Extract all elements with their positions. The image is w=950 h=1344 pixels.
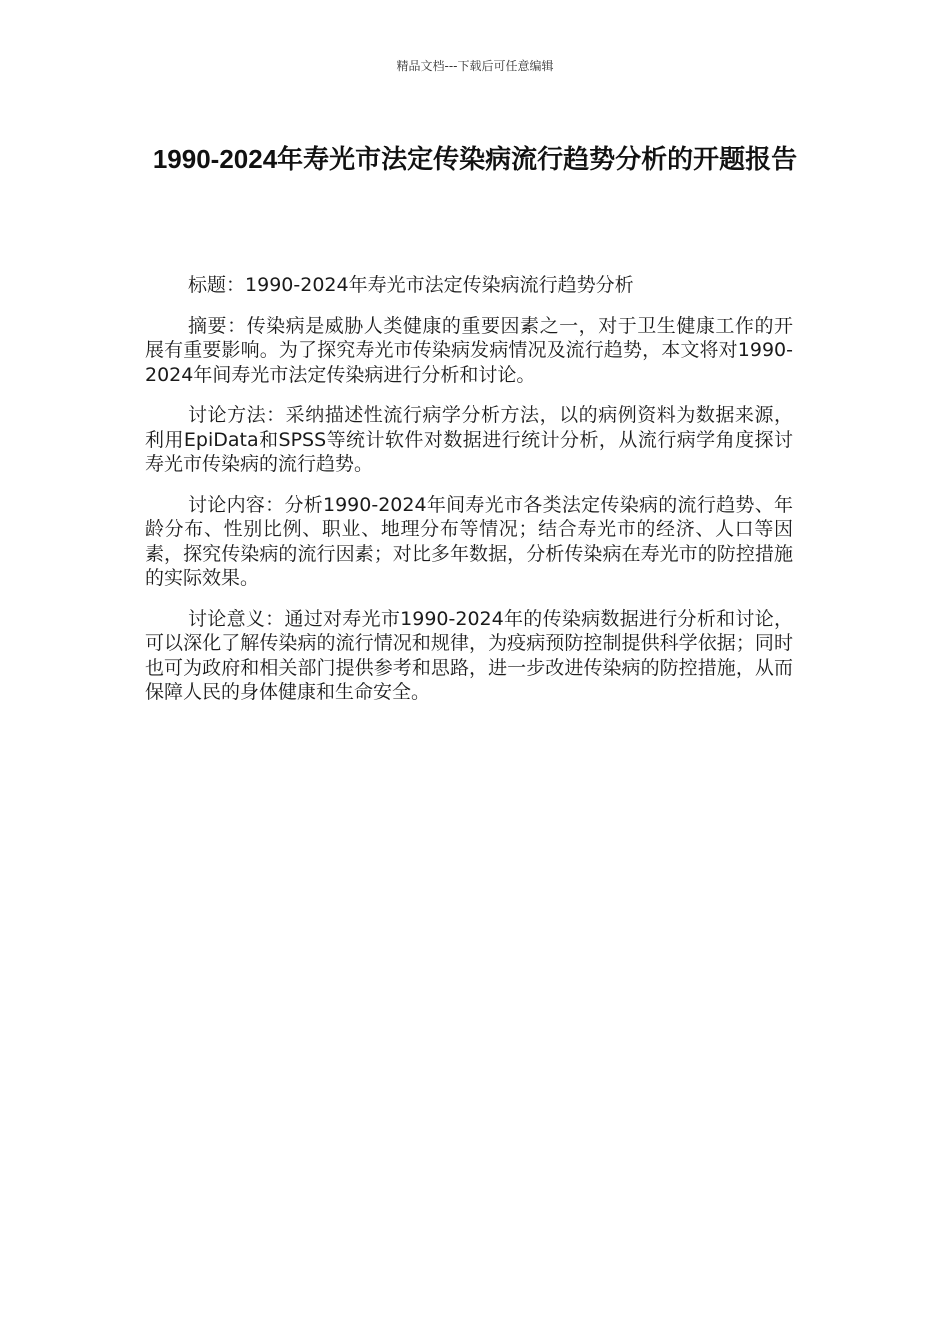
- paragraph-label: 摘要：: [188, 314, 247, 337]
- paragraph-text: 1990-2024年寿光市法定传染病流行趋势分析: [245, 274, 634, 296]
- document-body: [145, 273, 793, 721]
- paragraph-label: 讨论内容：: [188, 493, 285, 516]
- paragraph-method: [145, 403, 793, 477]
- paragraph-abstract: [145, 314, 793, 388]
- paragraph-label: 标题：: [188, 274, 246, 296]
- paragraph-significance: [145, 607, 793, 705]
- document-title: 1990-2024年寿光市法定传染病流行趋势分析的开题报告: [152, 144, 798, 174]
- paragraph-text: 传染病是威胁人类健康的重要因素之一，对于卫生健康工作的开展有重要影响。为了探究寿光市传染病发病情况及流行趋势，本文将对1990-2024年间寿光市法定传染病进行分析和讨论。: [145, 314, 793, 386]
- paragraph-text: 分析1990-2024年间寿光市各类法定传染病的流行趋势、年龄分布、性别比例、职业、地理分布等情况；结合寿光市的经济、人口等因素，探究传染病的流行因素；对比多年数据，分析传染病在寿光市的防控措施的实际效果。: [145, 493, 793, 589]
- paragraph-label: 讨论方法：: [188, 404, 286, 426]
- paragraph-label: 讨论意义：: [188, 607, 285, 630]
- header-note: 精品文档---下载后可任意编辑: [396, 59, 554, 73]
- paragraph-text: 采纳描述性流行病学分析方法，以的病例资料为数据来源，利用EpiData和SPSS等统计软件对数据进行统计分析，从流行病学角度探讨寿光市传染病的流行趋势。: [145, 404, 793, 475]
- paragraph-text: 通过对寿光市1990-2024年的传染病数据进行分析和讨论，可以深化了解传染病的流行情况和规律，为疫病预防控制提供科学依据；同时也可为政府和相关部门提供参考和思路，进一步改进传染病的防控措施，从而保障人民的身体健康和生命安全。: [145, 607, 793, 703]
- paragraph-title: [145, 273, 793, 298]
- paragraph-content: [145, 493, 793, 591]
